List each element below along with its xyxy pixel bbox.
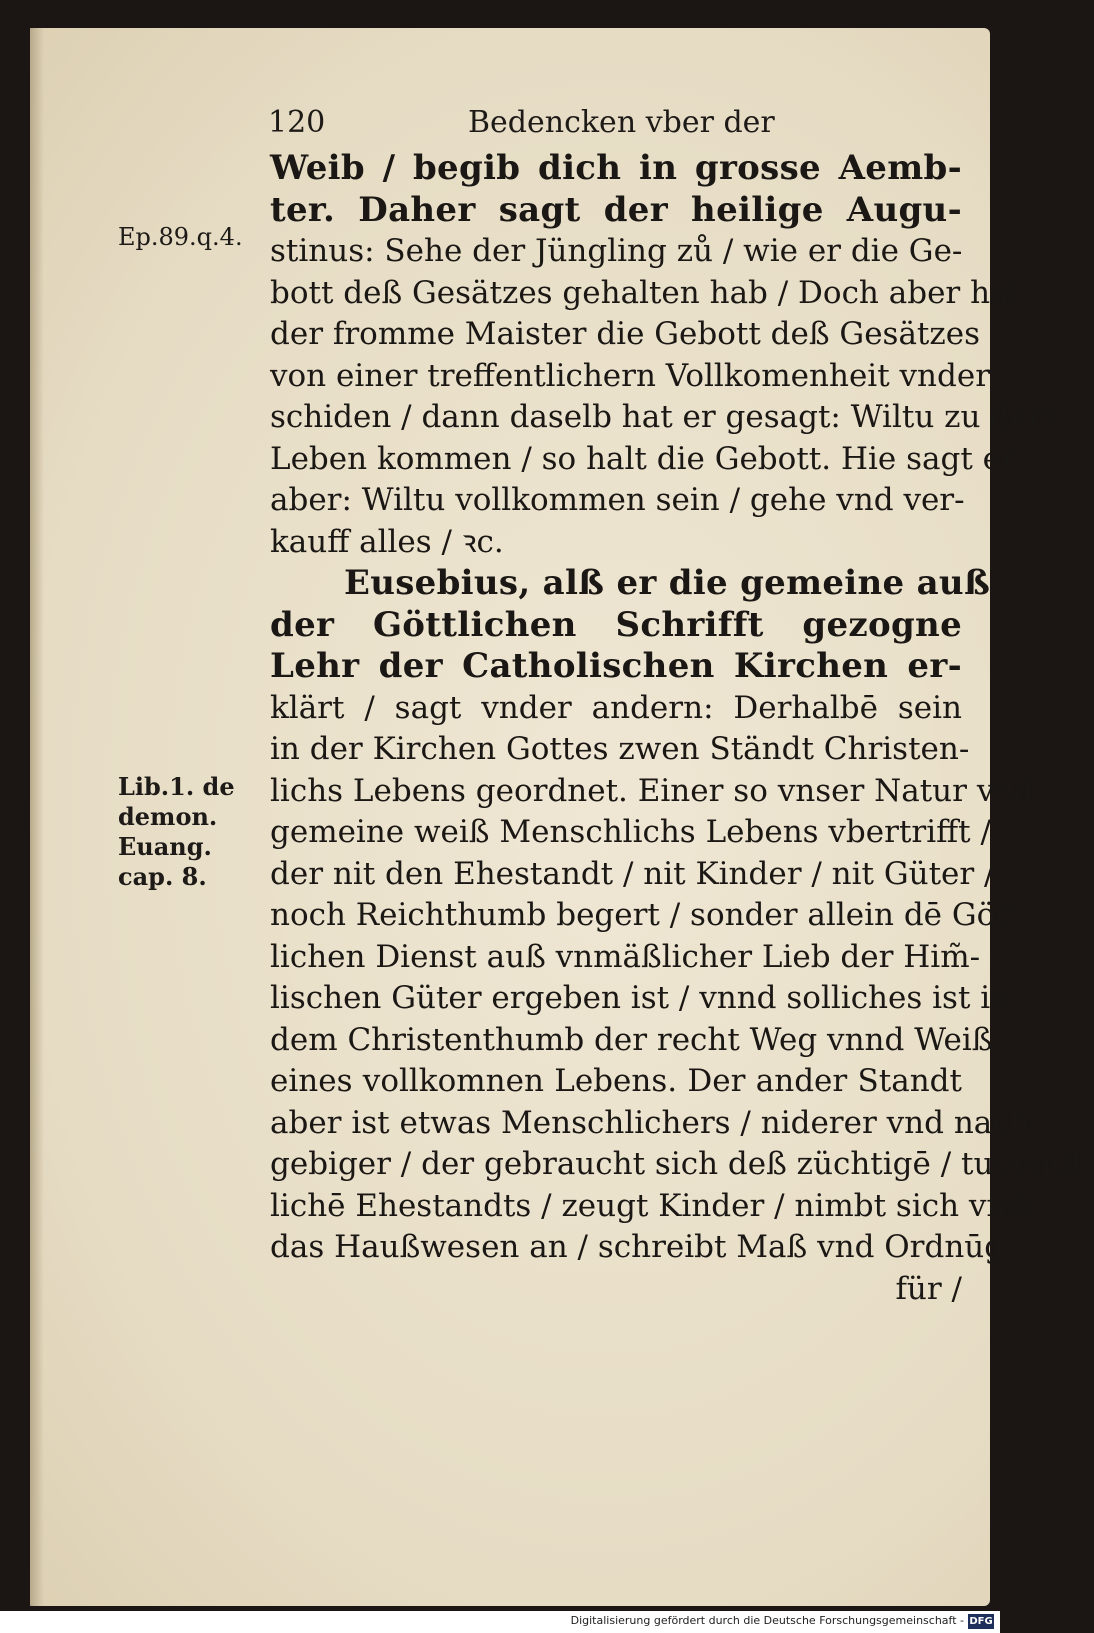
text-line: bott deß Gesätzes gehalten hab / Doch aber hat	[270, 274, 1021, 311]
text-line: von einer treffentlichern Vollkomenheit vnder-	[270, 357, 1001, 394]
text-line: das Haußwesen an / schreibt Maß vnd Ordnūg	[270, 1229, 1005, 1265]
text-line: der nit den Ehestandt / nit Kinder / nit Güter /	[270, 855, 995, 892]
margin-note-line: Lib.1. de	[118, 772, 235, 801]
page-gutter-shadow	[30, 28, 44, 1606]
catchword: für /	[895, 1270, 962, 1307]
text-line: lichē Ehestandts / zeugt Kinder / nimbt sich vmb	[270, 1187, 1036, 1224]
footer-credit: Digitalisierung gefördert durch die Deutsche Forschungsgemeinschaft -	[570, 1614, 964, 1627]
text-line: lichs Lebens geordnet. Einer so vnser Natur vnd	[270, 772, 1035, 809]
margin-note-epistle	[118, 222, 243, 252]
text-line: stinus: Sehe der Jüngling zů / wie er die Ge-	[270, 233, 963, 269]
running-header	[268, 105, 968, 145]
text-line: Weib / begib dich in grosse Aemb-	[270, 148, 962, 188]
main-text-block	[270, 148, 1094, 1310]
running-title: Bedencken vber der	[468, 105, 775, 140]
margin-note-line: demon.	[118, 802, 218, 831]
text-line: dem Christenthumb der recht Weg vnnd Weiß /	[270, 1021, 1013, 1058]
text-line: klärt / sagt vnder andern: Derhalbē sein	[270, 689, 962, 726]
text-line: schiden / dann daselb hat er gesagt: Wiltu zu dem	[270, 399, 1058, 435]
text-line: Eusebius, alß er die gemeine auß	[344, 563, 991, 603]
text-line: gebiger / der gebraucht sich deß züchtigē / tugendt-	[270, 1146, 1094, 1182]
margin-note-line: Ep.89.q.4.	[118, 223, 243, 251]
text-line: aber ist etwas Menschlichers / niderer vnd nach-	[270, 1104, 1041, 1141]
margin-note-line: Euang.	[118, 832, 212, 861]
text-line: der fromme Maister die Gebott deß Gesätzes	[270, 316, 980, 352]
margin-note-line: cap. 8.	[118, 862, 207, 891]
dfg-logo: DFG	[969, 1616, 993, 1627]
text-line: lischen Güter ergeben ist / vnnd solliches ist in	[270, 980, 1011, 1016]
text-line: noch Reichthumb begert / sonder allein dē Gött-	[270, 897, 1031, 933]
page-number: 120	[268, 105, 326, 140]
text-line: Leben kommen / so halt die Gebott. Hie sagt er	[270, 440, 1016, 477]
digitization-footer	[0, 1611, 1000, 1633]
text-line: aber: Wiltu vollkommen sein / gehe vnd ver-	[270, 482, 965, 518]
text-line: lichen Dienst auß vnmäßlicher Lieb der Him̃-	[270, 938, 981, 975]
text-line: der Göttlichen Schrifft gezogne	[270, 604, 962, 645]
text-line: ter. Daher sagt der heilige Augu-	[270, 189, 962, 230]
text-line: in der Kirchen Gottes zwen Ständt Christen-	[270, 731, 970, 767]
margin-note-eusebius	[118, 772, 235, 892]
text-line: kauff alles / ꝛc.	[270, 523, 504, 560]
text-line: Lehr der Catholischen Kirchen er-	[270, 646, 962, 686]
text-line: eines vollkomnen Lebens. Der ander Standt	[270, 1063, 962, 1099]
text-line: gemeine weiß Menschlichs Lebens vbertrifft /	[270, 814, 991, 850]
